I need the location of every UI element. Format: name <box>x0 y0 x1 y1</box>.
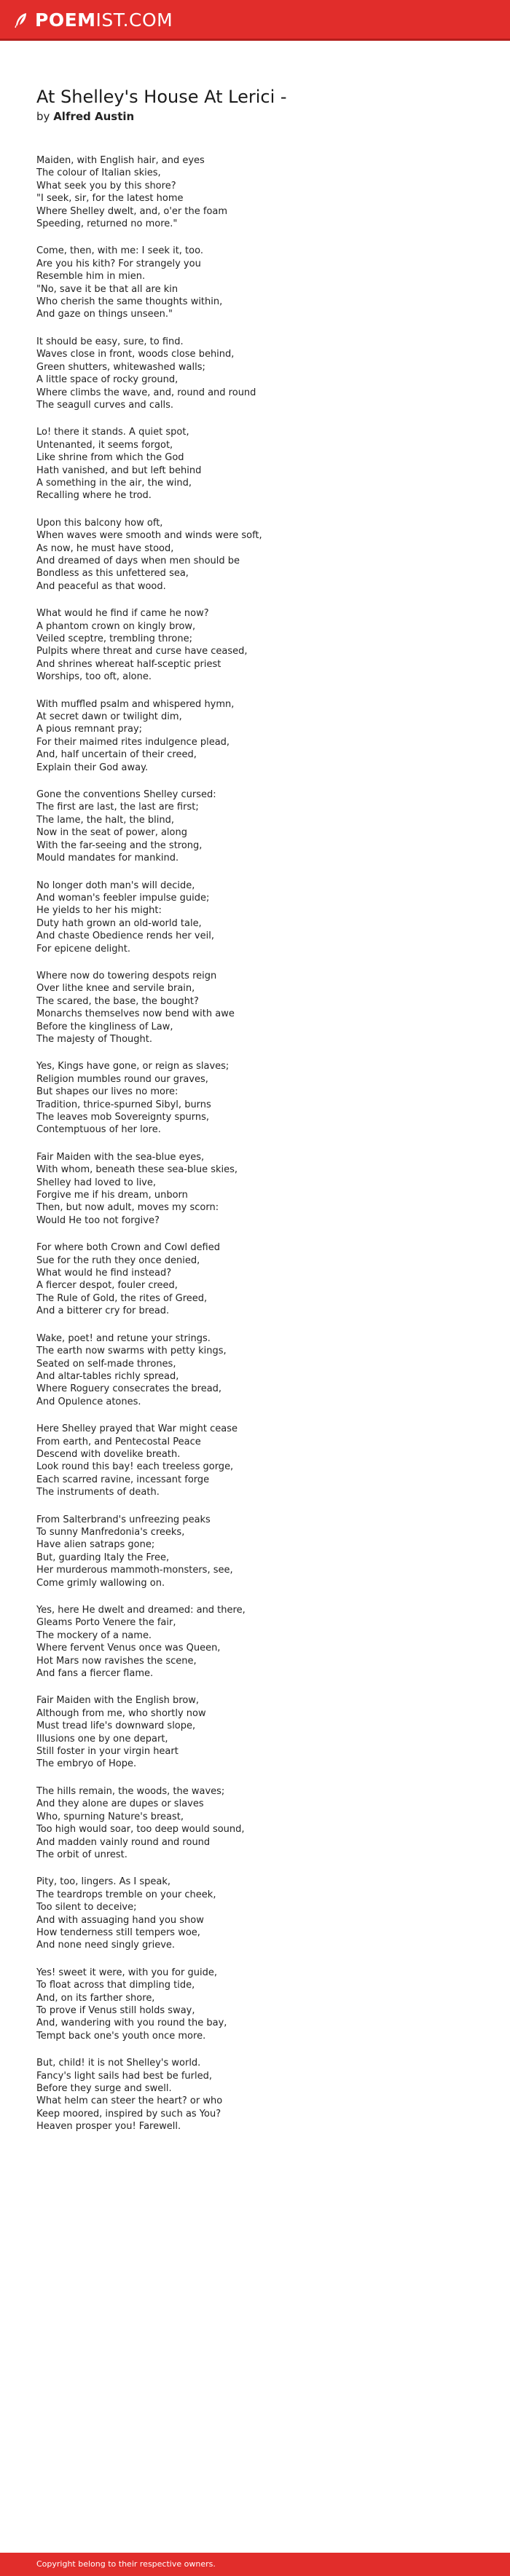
poem-line: And woman's feebler impulse guide; <box>36 892 210 904</box>
author-name: Alfred Austin <box>53 110 135 123</box>
poem-line: Too high would soar, too deep would sound, <box>36 1824 245 1836</box>
poem-line: And they alone are dupes or slaves <box>36 1798 204 1810</box>
poem-line: Fancy's light sails had best be furled, <box>36 2070 213 2082</box>
poem-line: The hills remain, the woods, the waves; <box>36 1785 225 1797</box>
poem-line: Before they surge and swell. <box>36 2083 172 2094</box>
poem-line: It should be easy, sure, to find. <box>36 336 184 347</box>
poem-line: Who, spurning Nature's breast, <box>36 1811 184 1822</box>
poem-line: The colour of Italian skies, <box>36 167 161 179</box>
stanza <box>36 880 474 955</box>
poem-line: Heaven prosper you! Farewell. <box>36 2121 181 2133</box>
poem-line: A phantom crown on kingly brow, <box>36 620 196 632</box>
stanza <box>36 607 474 683</box>
poem-line: Before the kingliness of Law, <box>36 1021 173 1032</box>
poem-line: And with assuaging hand you show <box>36 1914 204 1926</box>
poem-content <box>36 86 474 2148</box>
poem-line: Like shrine from which the God <box>36 452 184 464</box>
copyright-notice: Copyright belong to their respective owners. <box>36 2559 216 2569</box>
poem-line: Pity, too, lingers. As I speak, <box>36 1876 170 1888</box>
poem-line: A fiercer despot, fouler creed, <box>36 1280 178 1292</box>
poem-line: Mould mandates for mankind. <box>36 853 179 864</box>
site-logo[interactable] <box>15 9 173 31</box>
poem-line: With whom, beneath these sea-blue skies, <box>36 1164 238 1176</box>
poem-line: Fair Maiden with the sea-blue eyes, <box>36 1151 205 1163</box>
poem-line: What helm can steer the heart? or who <box>36 2095 223 2107</box>
poem-line: Hot Mars now ravishes the scene, <box>36 1655 197 1667</box>
poem-line: The orbit of unrest. <box>36 1849 128 1860</box>
poem-line: Sue for the ruth they once denied, <box>36 1255 200 1266</box>
poem-line: Have alien satraps gone; <box>36 1539 155 1551</box>
poem-line: Come grimly wallowing on. <box>36 1577 165 1589</box>
poem-line: What would he find if came he now? <box>36 608 209 620</box>
poem-line: "No, save it be that all are kin <box>36 283 178 295</box>
poem-line: The seagull curves and calls. <box>36 399 174 411</box>
poem-line: The Rule of Gold, the rites of Greed, <box>36 1292 208 1304</box>
poem-line: Lo! there it stands. A quiet spot, <box>36 427 189 438</box>
poem-line: Hath vanished, and but left behind <box>36 465 202 476</box>
poem-line: To prove if Venus still holds sway, <box>36 2004 195 2016</box>
poem-line: And, wandering with you round the bay, <box>36 2018 227 2029</box>
site-header <box>0 0 510 41</box>
poem-line: The mockery of a name. <box>36 1629 152 1641</box>
stanza <box>36 245 474 320</box>
poem-line: Shelley had loved to live, <box>36 1177 156 1188</box>
poem-line: Upon this balcony how oft, <box>36 517 163 529</box>
poem-line: Bondless as this unfettered sea, <box>36 568 189 580</box>
poem-line: At secret dawn or twilight dim, <box>36 711 182 723</box>
poem-line: Descend with dovelike breath. <box>36 1448 181 1460</box>
poem-line: What would he find instead? <box>36 1268 172 1279</box>
stanza <box>36 1060 474 1136</box>
poem-line: Must tread life's downward slope, <box>36 1720 196 1732</box>
poem-line: Seated on self-made thrones, <box>36 1358 176 1370</box>
stanza <box>36 154 474 230</box>
poem-line: The first are last, the last are first; <box>36 802 199 813</box>
poem-line: But, child! it is not Shelley's world. <box>36 2058 201 2069</box>
poem-line: A something in the air, the wind, <box>36 477 192 489</box>
byline <box>36 109 474 124</box>
poem-line: A pious remnant pray; <box>36 724 143 735</box>
logo-strong: POEM <box>35 9 96 31</box>
poem-line: And fans a fiercer flame. <box>36 1668 154 1680</box>
stanza <box>36 1694 474 1770</box>
poem-line: The scared, the base, the bought? <box>36 995 199 1007</box>
poem-line: Who cherish the same thoughts within, <box>36 296 223 308</box>
poem-line: Veiled sceptre, trembling throne; <box>36 633 192 644</box>
poem-line: And peaceful as that wood. <box>36 580 166 592</box>
poem-line: Speeding, returned no more." <box>36 218 178 230</box>
poem-line: Yes, here He dwelt and dreamed: and there, <box>36 1605 246 1616</box>
poem-line: A little space of rocky ground, <box>36 374 178 386</box>
poem-line: Where climbs the wave, and, round and round <box>36 387 256 398</box>
poem-line: For where both Crown and Cowl defied <box>36 1242 220 1254</box>
poem-line: To float across that dimpling tide, <box>36 1980 195 1991</box>
poem-line: But, guarding Italy the Free, <box>36 1552 170 1563</box>
stanza <box>36 698 474 774</box>
poem-line: But shapes our lives no more: <box>36 1086 178 1098</box>
poem-line: And none need singly grieve. <box>36 1940 176 1951</box>
poem-line: Where fervent Venus once was Queen, <box>36 1643 221 1654</box>
poem-line: Tempt back one's youth once more. <box>36 2030 206 2042</box>
poem-line: What seek you by this shore? <box>36 180 176 191</box>
poem-line: Where now do towering despots reign <box>36 970 217 981</box>
poem-line: The leaves mob Sovereignty spurns, <box>36 1112 209 1123</box>
poem-line: Tradition, thrice-spurned Sibyl, burns <box>36 1099 211 1110</box>
poem-line: Then, but now adult, moves my scorn: <box>36 1202 219 1214</box>
poem-line: The lame, the halt, the blind, <box>36 814 175 826</box>
poem-line: And a bitterer cry for bread. <box>36 1305 170 1317</box>
poem-line: And dreamed of days when men should be <box>36 555 240 566</box>
poem-line: No longer doth man's will decide, <box>36 880 195 891</box>
poem-line: Forgive me if his dream, unborn <box>36 1190 188 1201</box>
stanza <box>36 1241 474 1317</box>
poem-line: Religion mumbles round our graves, <box>36 1073 208 1085</box>
stanza <box>36 1514 474 1589</box>
poem-line: From Salterbrand's unfreezing peaks <box>36 1514 211 1525</box>
poem-line: Her murderous mammoth-monsters, see, <box>36 1565 233 1576</box>
stanza <box>36 426 474 502</box>
poem-line: Here Shelley prayed that War might cease <box>36 1423 238 1435</box>
stanza <box>36 970 474 1046</box>
poem-body <box>36 154 474 2133</box>
poem-line: The majesty of Thought. <box>36 1033 153 1045</box>
poem-line: The earth now swarms with petty kings, <box>36 1346 227 1357</box>
stanza <box>36 1604 474 1680</box>
poem-line: Gone the conventions Shelley cursed: <box>36 789 216 801</box>
poem-line: Worships, too oft, alone. <box>36 671 152 683</box>
stanza <box>36 336 474 411</box>
poem-line: Look round this bay! each treeless gorge, <box>36 1461 234 1473</box>
logo-light: IST.COM <box>95 9 173 31</box>
poem-line: The instruments of death. <box>36 1487 160 1498</box>
poem-line: And, on its farther shore, <box>36 1992 155 2004</box>
stanza <box>36 789 474 864</box>
poem-line: With the far-seeing and the strong, <box>36 839 203 851</box>
poem-line: Are you his kith? For strangely you <box>36 258 201 269</box>
poem-line: For their maimed rites indulgence plead, <box>36 736 230 748</box>
poem-line: Illusions one by one depart, <box>36 1733 168 1745</box>
poem-line: Where Roguery consecrates the bread, <box>36 1383 222 1395</box>
poem-line: Where Shelley dwelt, and, o'er the foam <box>36 205 228 217</box>
poem-line: Although from me, who shortly now <box>36 1707 206 1719</box>
poem-line: And madden vainly round and round <box>36 1836 211 1848</box>
poem-line: Green shutters, whitewashed walls; <box>36 361 205 373</box>
poem-line: How tenderness still tempers woe, <box>36 1927 200 1938</box>
logo-text <box>35 9 173 31</box>
poem-line: Pulpits where threat and curse have ceased, <box>36 646 248 657</box>
poem-line: "I seek, sir, for the latest home <box>36 193 184 205</box>
stanza <box>36 1151 474 1227</box>
poem-line: Monarchs themselves now bend with awe <box>36 1008 235 1020</box>
poem-line: Maiden, with English hair, and eyes <box>36 155 205 166</box>
poem-line: As now, he must have stood, <box>36 542 174 554</box>
poem-line: He yields to her his might: <box>36 905 162 917</box>
poem-line: Untenanted, it seems forgot, <box>36 439 173 451</box>
poem-line: Wake, poet! and retune your strings. <box>36 1332 211 1344</box>
poem-line: For epicene delight. <box>36 943 131 955</box>
poem-line: Each scarred ravine, incessant forge <box>36 1474 210 1485</box>
poem-line: Contemptuous of her lore. <box>36 1124 161 1136</box>
poem-line: When waves were smooth and winds were soft, <box>36 530 262 542</box>
stanza <box>36 517 474 593</box>
poem-line: Explain their God away. <box>36 762 149 773</box>
poem-line: Duty hath grown an old-world tale, <box>36 917 202 929</box>
site-footer <box>0 2553 510 2576</box>
poem-line: And altar-tables richly spread, <box>36 1370 179 1382</box>
by-label: by <box>36 110 50 123</box>
poem-line: Yes! sweet it were, with you for guide, <box>36 1967 217 1978</box>
poem-line: And Opulence atones. <box>36 1396 141 1407</box>
poem-line: And gaze on things unseen." <box>36 309 173 320</box>
poem-line: Over lithe knee and servile brain, <box>36 983 195 995</box>
poem-line: Still foster in your virgin heart <box>36 1746 178 1758</box>
poem-line: With muffled psalm and whispered hymn, <box>36 698 235 710</box>
stanza <box>36 1785 474 1861</box>
poem-line: Too silent to deceive; <box>36 1902 137 1913</box>
stanza <box>36 2057 474 2133</box>
poem-title: At Shelley's House At Lerici - <box>36 87 287 107</box>
poem-line: Recalling where he trod. <box>36 490 152 502</box>
poem-line: Come, then, with me: I seek it, too. <box>36 245 203 257</box>
poem-line: Waves close in front, woods close behind, <box>36 349 235 360</box>
stanza <box>36 1876 474 1951</box>
poem-line: Yes, Kings have gone, or reign as slaves; <box>36 1061 230 1072</box>
poem-line: The embryo of Hope. <box>36 1758 137 1770</box>
poem-line: And, half uncertain of their creed, <box>36 749 197 761</box>
poem-line: Would He too not forgive? <box>36 1214 160 1226</box>
poem-line: Gleams Porto Venere the fair, <box>36 1617 176 1629</box>
poem-line: Now in the seat of power, along <box>36 827 187 839</box>
poem-line: From earth, and Pentecostal Peace <box>36 1436 201 1447</box>
poem-line: To sunny Manfredonia's creeks, <box>36 1526 185 1538</box>
poem-line: Fair Maiden with the English brow, <box>36 1695 200 1707</box>
stanza <box>36 1332 474 1408</box>
poem-line: And shrines whereat half-sceptic priest <box>36 658 221 670</box>
poem-line: And chaste Obedience rends her veil, <box>36 931 214 942</box>
stanza <box>36 1967 474 2042</box>
feather-icon <box>15 12 28 28</box>
poem-line: Keep moored, inspired by such as You? <box>36 2108 221 2119</box>
stanza <box>36 1423 474 1498</box>
poem-line: Resemble him in mien. <box>36 271 146 283</box>
poem-line: The teardrops tremble on your cheek, <box>36 1889 216 1900</box>
